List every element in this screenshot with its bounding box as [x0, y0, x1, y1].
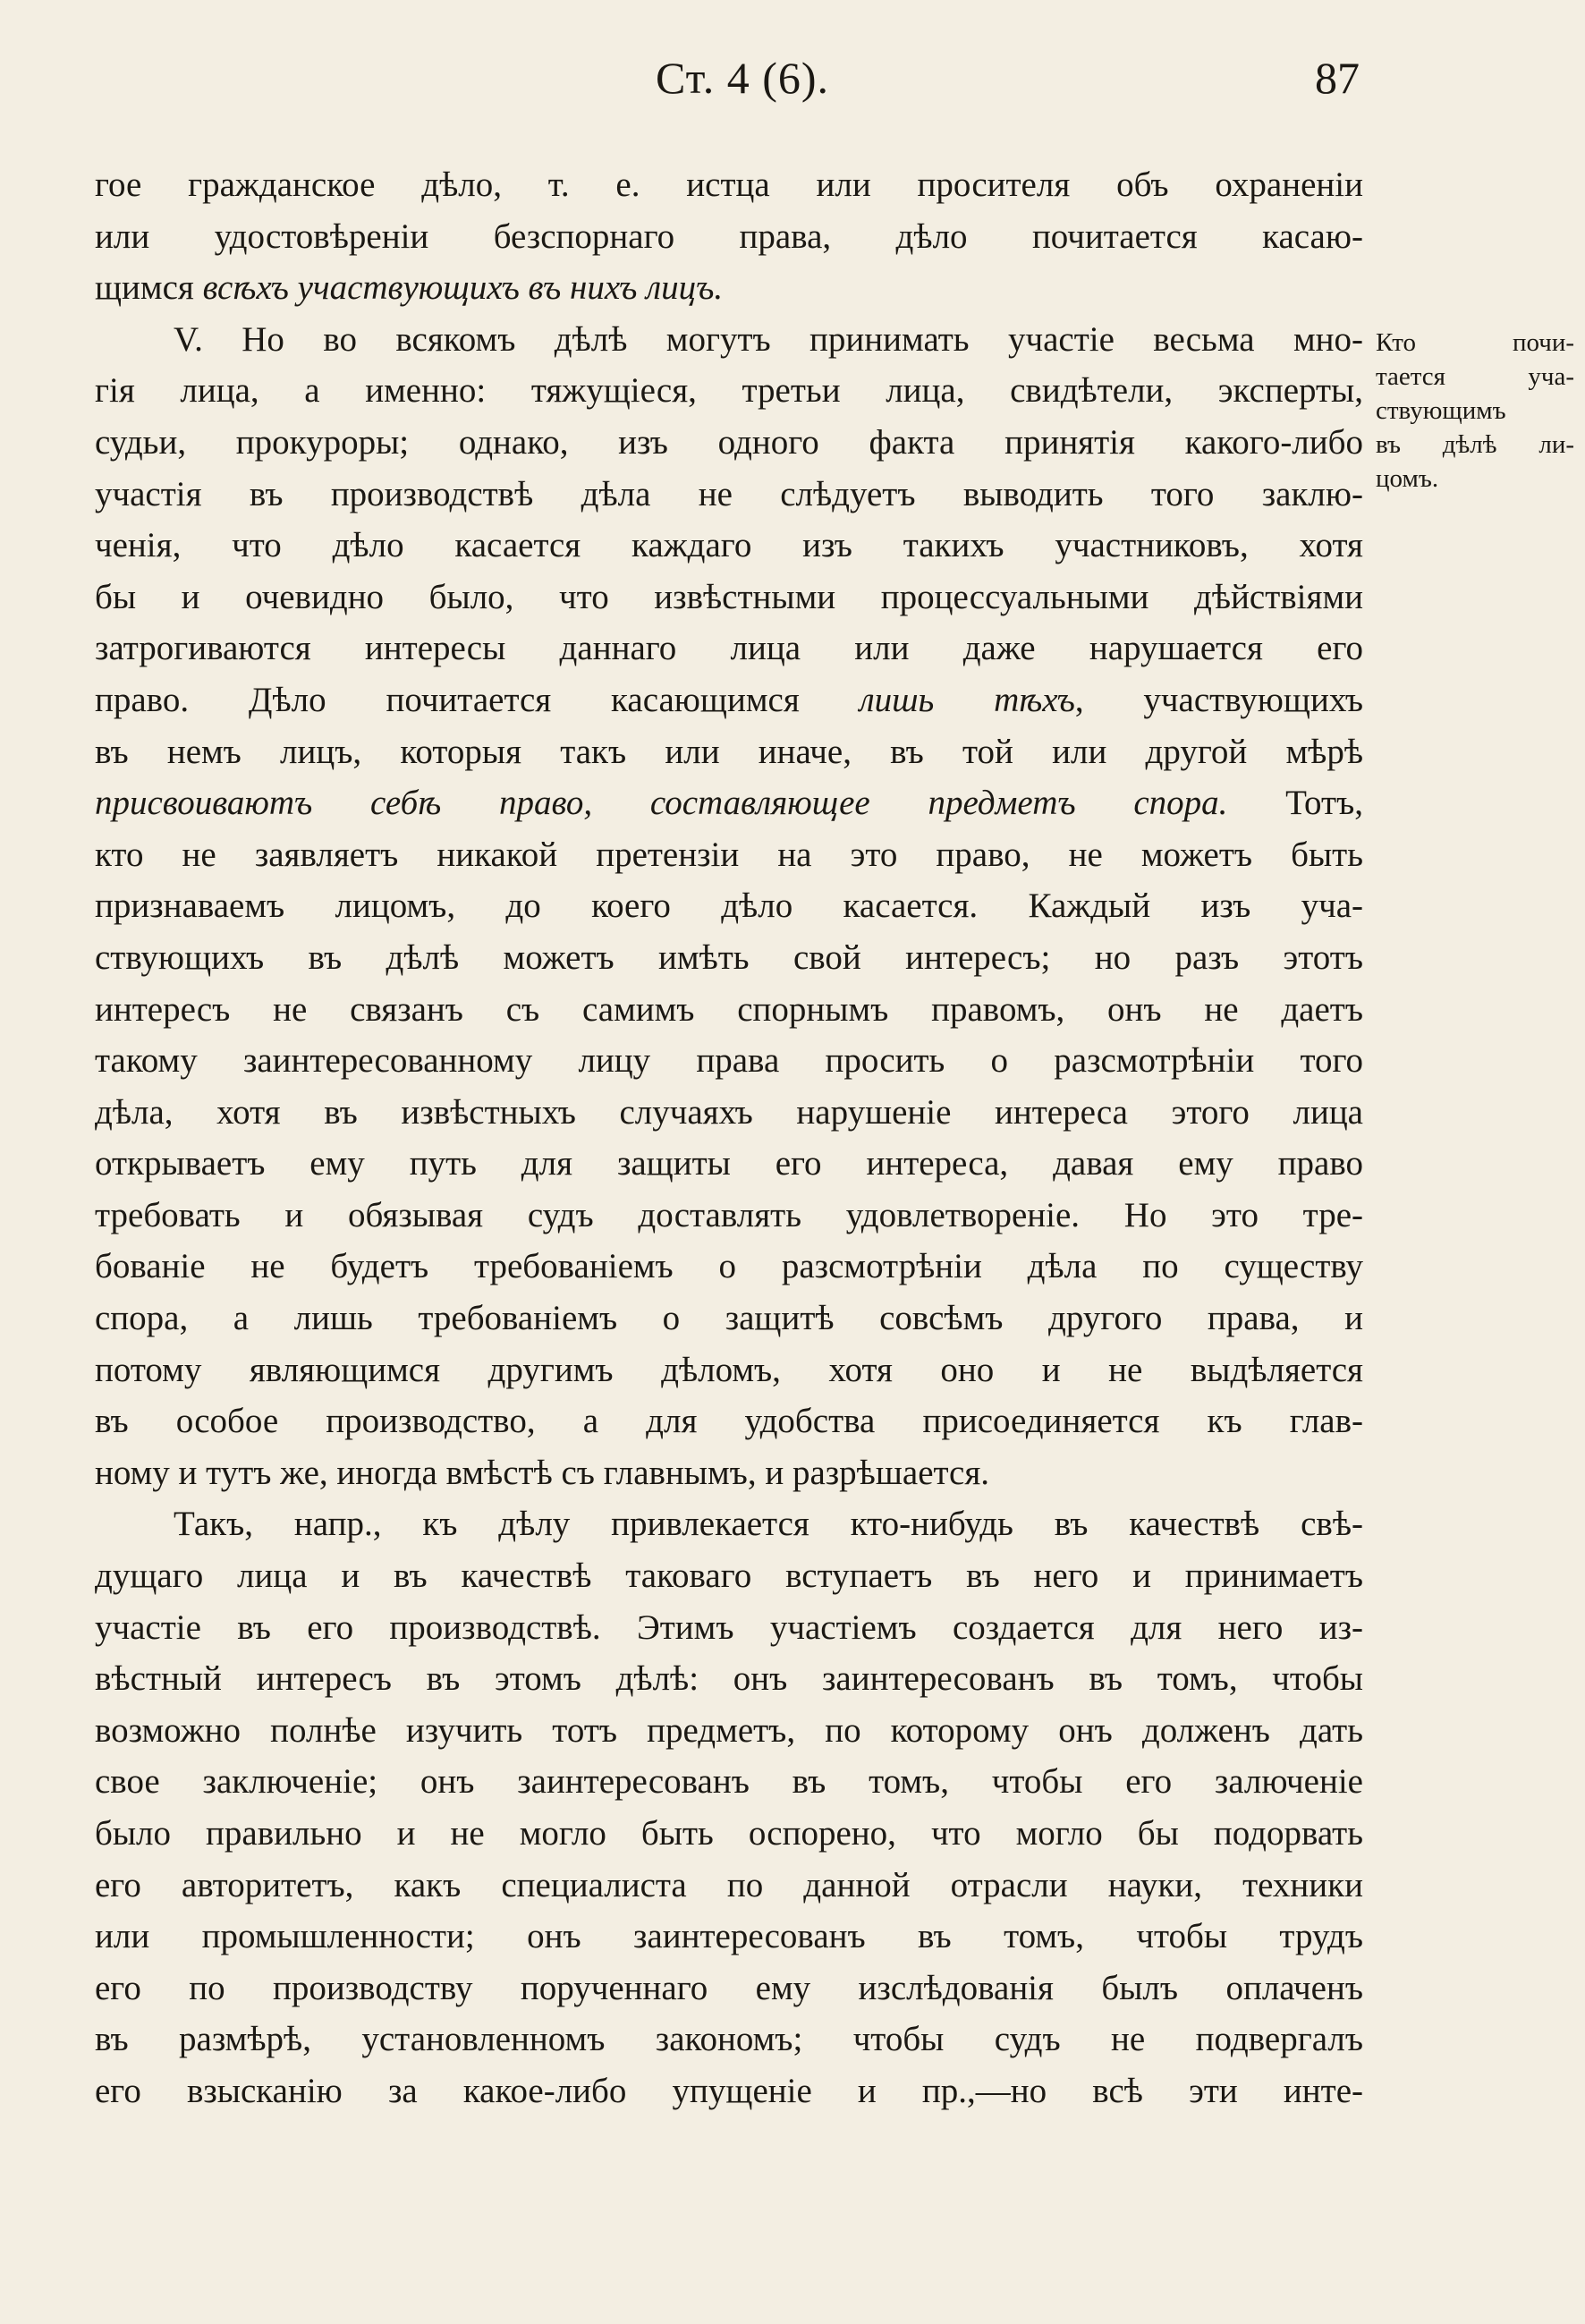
- text-line: щимся всѣхъ участвующихъ въ нихъ лицъ.: [95, 268, 724, 308]
- italic-text: всѣхъ участвующихъ въ нихъ лицъ.: [202, 268, 724, 308]
- text-line: его по производству порученнаго ему изслѣдованія былъ оплаченъ: [95, 1968, 1363, 2007]
- text-line: кто не заявляетъ никакой претензіи на это право, не можетъ быть: [95, 835, 1363, 874]
- text-line: ствующихъ въ дѣлѣ можетъ имѣть свой интересъ; но разъ этотъ: [95, 937, 1363, 977]
- text-line: спора, а лишь требованіемъ о защитѣ совсѣмъ другого права, и: [95, 1299, 1363, 1338]
- text-line: гія лица, а именно: тяжущіеся, третьи лица, свидѣтели, эксперты,: [95, 371, 1363, 411]
- margin-note-line: Кто почи-: [1376, 328, 1574, 357]
- text-line: было правильно и не могло быть оспорено, что могло бы подорвать: [95, 1814, 1363, 1853]
- italic-text: лишь тѣхъ: [859, 680, 1075, 719]
- text-line: бы и очевидно было, что извѣстными процессуальными дѣйствіями: [95, 577, 1363, 616]
- main-text: [95, 159, 1363, 2117]
- text-line: бованіе не будетъ требованіемъ о разсмотрѣніи дѣла по существу: [95, 1247, 1363, 1286]
- text-line: возможно полнѣе изучить тотъ предметъ, по которому онъ долженъ дать: [95, 1710, 1363, 1750]
- text-line: признаваемъ лицомъ, до коего дѣло касается. Каждый изъ уча-: [95, 886, 1363, 926]
- text-line: его авторитетъ, какъ специалиста по данной отрасли науки, техники: [95, 1865, 1363, 1904]
- text-line: судьи, прокуроры; однако, изъ одного факта принятія какого-либо: [95, 422, 1363, 462]
- text-line: право. Дѣло почитается касающимся лишь тѣхъ, участвующихъ: [95, 680, 1363, 719]
- text-line: или удостовѣреніи безспорнаго права, дѣло почитается касаю-: [95, 216, 1363, 256]
- italic-text: присвоиваютъ себѣ право, составляющее предметъ спора.: [95, 784, 1228, 823]
- text-line: участіе въ его производствѣ. Этимъ участіемъ создается для него из-: [95, 1607, 1363, 1647]
- margin-note-line: тается уча-: [1376, 362, 1574, 391]
- text-line: такому заинтересованному лицу права просить о разсмотрѣніи того: [95, 1041, 1363, 1081]
- text-line: присвоиваютъ себѣ право, составляющее предметъ спора. Тотъ,: [95, 784, 1363, 823]
- text-line: вѣстный интересъ въ этомъ дѣлѣ: онъ заинтересованъ въ томъ, чтобы: [95, 1659, 1363, 1699]
- text-line: его взысканію за какое-либо упущеніе и пр.,—но всѣ эти инте-: [95, 2071, 1363, 2110]
- text-line: ному и тутъ же, иногда вмѣстѣ съ главнымъ, и разрѣшается.: [95, 1453, 990, 1492]
- text-line: въ особое производство, а для удобства присоединяется къ глав-: [95, 1402, 1363, 1441]
- text-line: участія въ производствѣ дѣла не слѣдуетъ выводить того заклю-: [95, 474, 1363, 513]
- text-line: дущаго лица и въ качествѣ таковаго вступаетъ въ него и принимаетъ: [95, 1556, 1363, 1596]
- text-line: или промышленности; онъ заинтересованъ въ томъ, чтобы трудъ: [95, 1917, 1363, 1956]
- margin-note-line: цомъ.: [1376, 464, 1439, 493]
- paragraph-start-line: V. Но во всякомъ дѣлѣ могутъ принимать участіе весьма мно-: [174, 319, 1363, 359]
- text-line: свое заключеніе; онъ заинтересованъ въ томъ, чтобы его залюченіе: [95, 1762, 1363, 1802]
- text-line: требовать и обязывая судъ доставлять удовлетвореніе. Но это тре-: [95, 1195, 1363, 1234]
- margin-note-line: въ дѣлѣ ли-: [1376, 430, 1574, 459]
- text-line: интересъ не связанъ съ самимъ спорнымъ правомъ, онъ не даетъ: [95, 989, 1363, 1029]
- running-header: Ст. 4 (6).: [655, 53, 830, 103]
- text-line: въ немъ лицъ, которыя такъ или иначе, въ той или другой мѣрѣ: [95, 732, 1363, 771]
- text-line: потому являющимся другимъ дѣломъ, хотя оно и не выдѣляется: [95, 1350, 1363, 1389]
- margin-note-line: ствующимъ: [1376, 396, 1506, 425]
- margin-note: [1376, 326, 1574, 496]
- text-line: затрогиваются интересы даннаго лица или даже нарушается его: [95, 629, 1363, 668]
- page-number: 87: [1315, 53, 1360, 103]
- paragraph-start-line: Такъ, напр., къ дѣлу привлекается кто-нибудь въ качествѣ свѣ-: [174, 1505, 1363, 1544]
- text-line: гое гражданское дѣло, т. е. истца или просителя объ охраненіи: [95, 165, 1363, 204]
- text-line: ченія, что дѣло касается каждаго изъ такихъ участниковъ, хотя: [95, 526, 1363, 565]
- text-line: въ размѣрѣ, установленномъ закономъ; чтобы судъ не подвергалъ: [95, 2020, 1363, 2059]
- text-line: дѣла, хотя въ извѣстныхъ случаяхъ нарушеніе интереса этого лица: [95, 1092, 1363, 1132]
- text-line: открываетъ ему путь для защиты его интереса, давая ему право: [95, 1144, 1363, 1183]
